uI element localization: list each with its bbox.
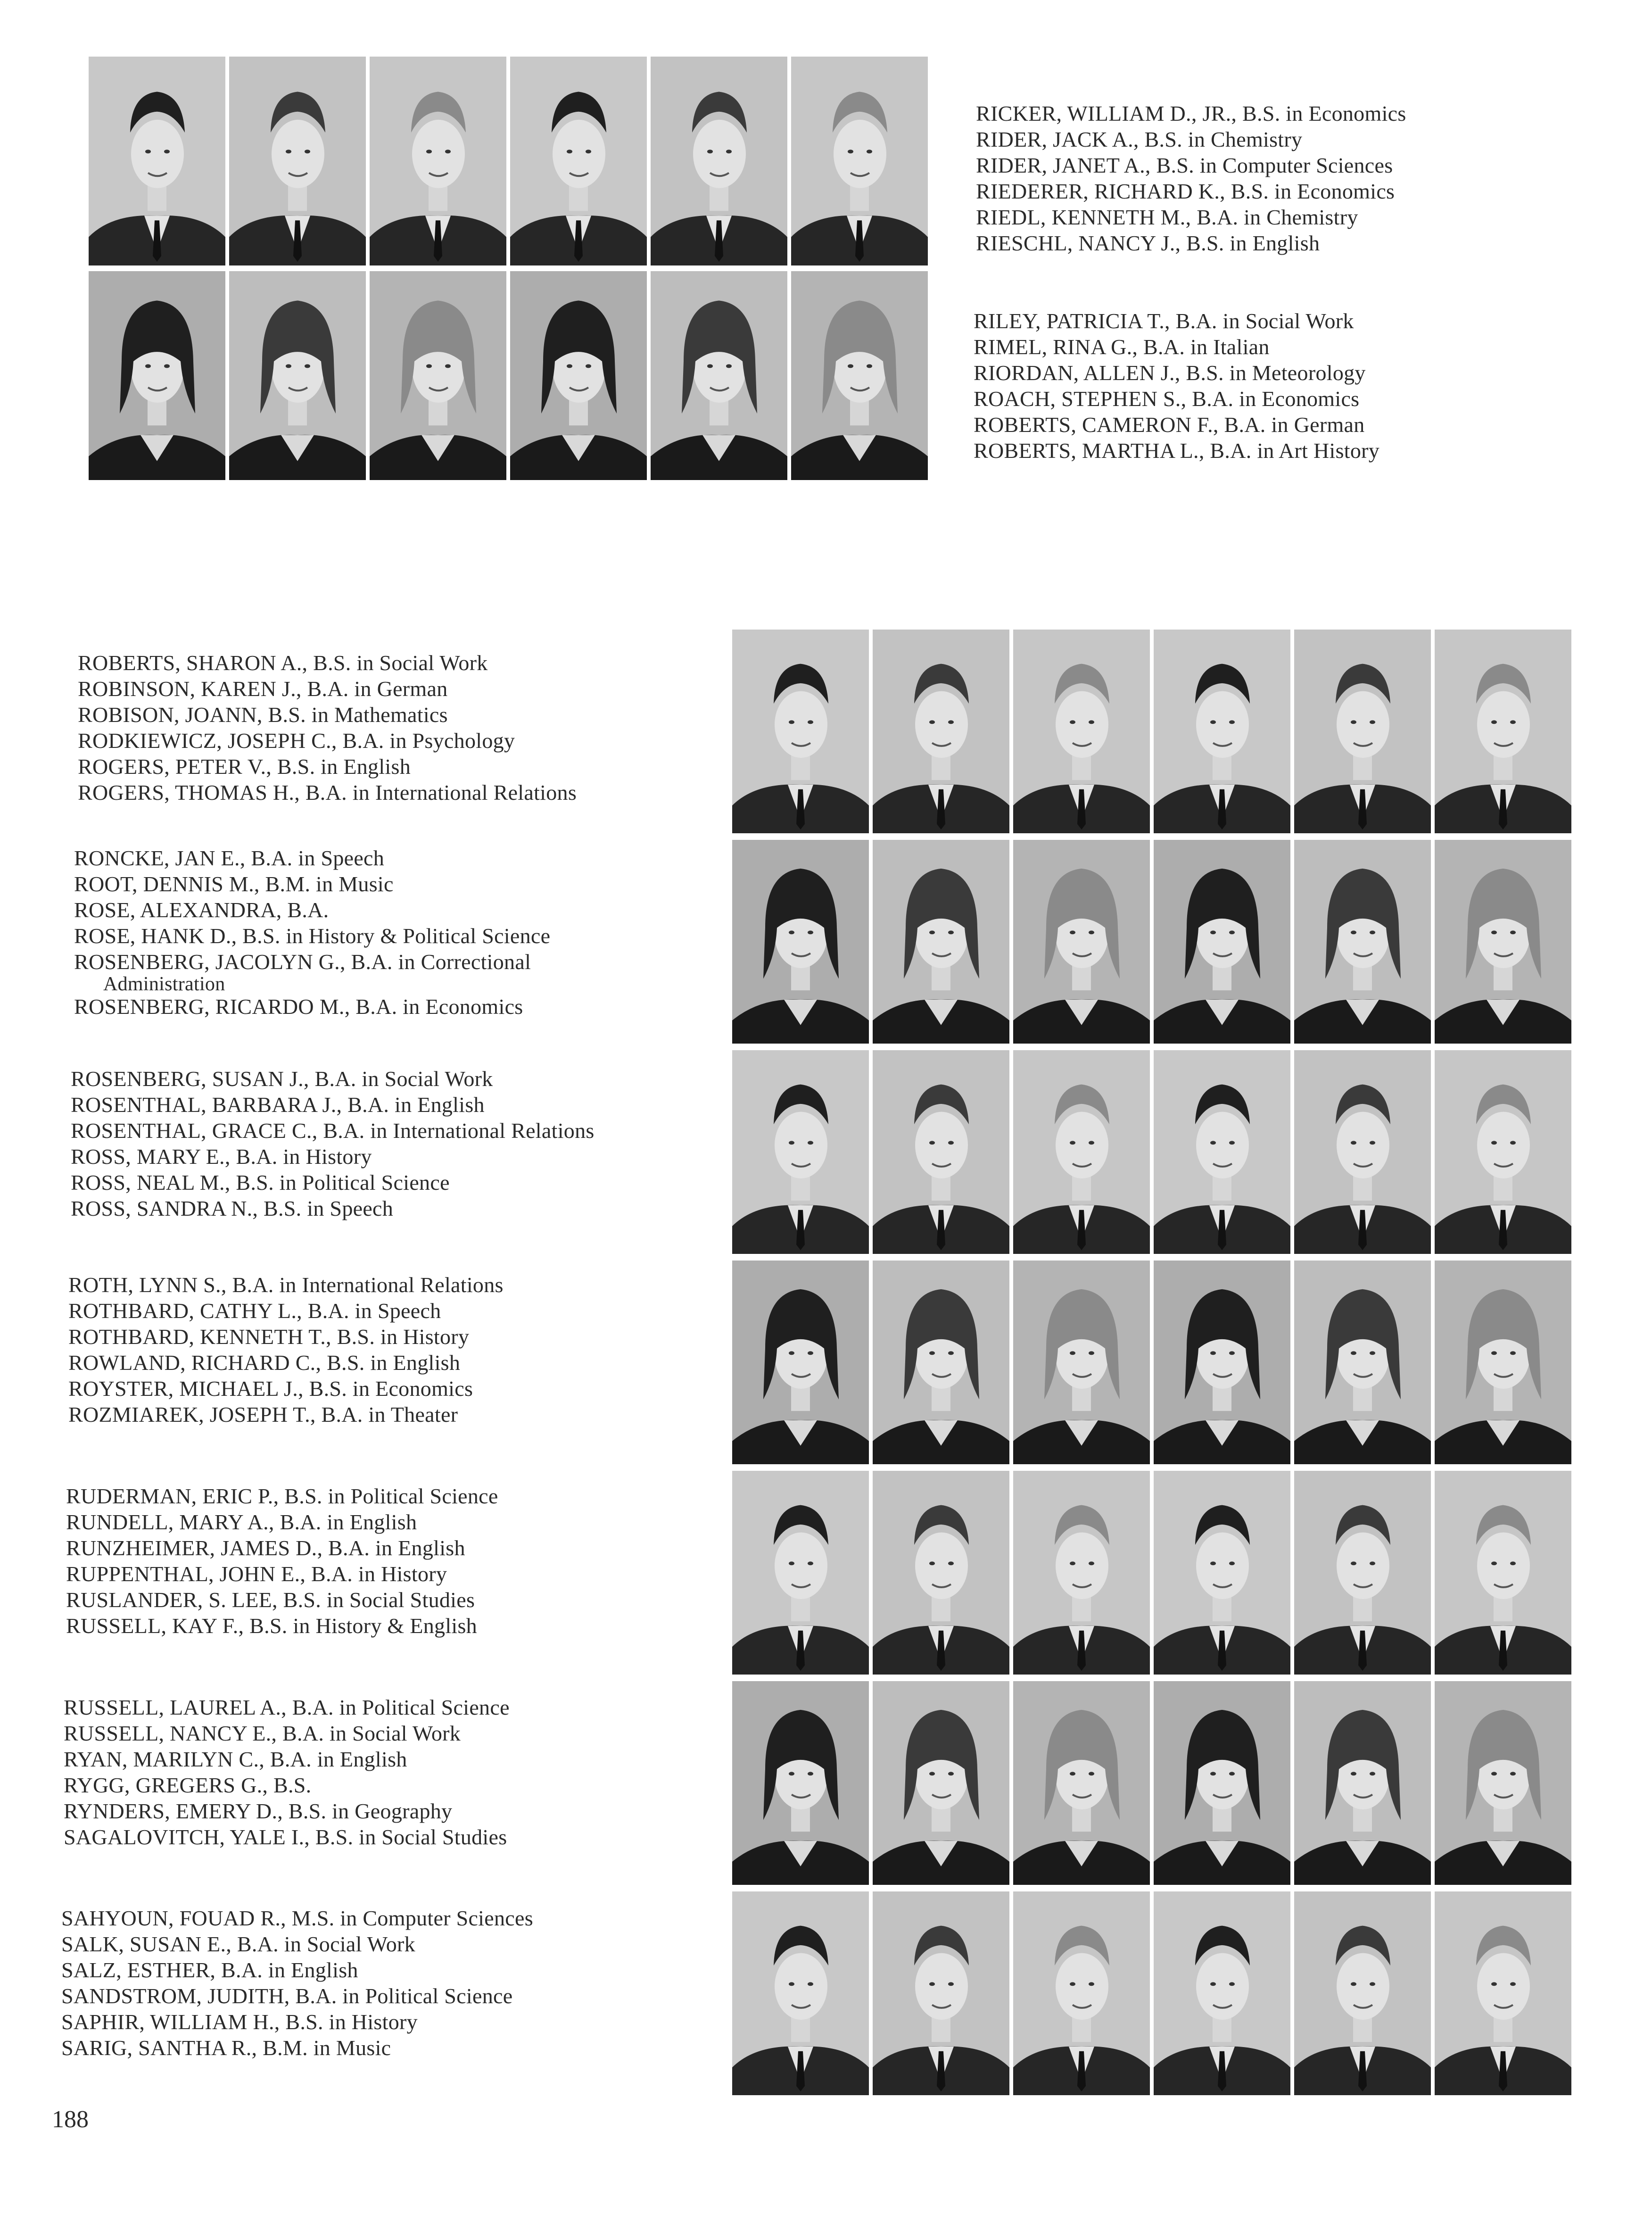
portrait-photo [1154, 1050, 1290, 1254]
portrait-photo [791, 271, 928, 480]
name-line: RUDERMAN, ERIC P., B.S. in Political Science [66, 1484, 498, 1508]
name-line: RYNDERS, EMERY D., B.S. in Geography [64, 1799, 453, 1823]
student-portrait [873, 1681, 1009, 1885]
name-line: RIMEL, RINA G., B.A. in Italian [974, 335, 1270, 359]
name-line: RUSLANDER, S. LEE, B.S. in Social Studies [66, 1588, 475, 1612]
student-portrait [1435, 840, 1571, 1044]
student-portrait [1294, 1891, 1431, 2095]
name-line: RIORDAN, ALLEN J., B.S. in Meteorology [974, 361, 1366, 385]
portrait-photo [732, 840, 869, 1044]
portrait-photo [1435, 1050, 1571, 1254]
photo-row [732, 840, 1571, 1044]
student-portrait [229, 57, 366, 265]
student-portrait [89, 271, 225, 480]
student-portrait [732, 840, 869, 1044]
student-portrait [791, 57, 928, 265]
name-block-1 [976, 100, 1406, 256]
student-portrait [873, 1260, 1009, 1464]
student-portrait [651, 57, 787, 265]
portrait-photo [873, 840, 1009, 1044]
student-portrait [1013, 1681, 1150, 1885]
portrait-photo [370, 271, 506, 480]
portrait-photo [873, 630, 1009, 833]
name-line: RIEDERER, RICHARD K., B.S. in Economics [976, 179, 1395, 203]
student-portrait [1294, 1050, 1431, 1254]
name-line: ROSENBERG, JACOLYN G., B.A. in Correctional [74, 950, 531, 974]
portrait-photo [1435, 630, 1571, 833]
name-line: RUPPENTHAL, JOHN E., B.A. in History [66, 1562, 447, 1586]
student-portrait [1294, 1260, 1431, 1464]
student-portrait [1013, 1891, 1150, 2095]
student-portrait [1294, 630, 1431, 833]
page-number: 188 [52, 2106, 89, 2133]
name-line: ROGERS, THOMAS H., B.A. in International Relations [78, 780, 577, 804]
name-line: ROBISON, JOANN, B.S. in Mathematics [78, 703, 448, 727]
student-portrait [791, 271, 928, 480]
student-portrait [1013, 840, 1150, 1044]
name-line: RYGG, GREGERS G., B.S. [64, 1773, 312, 1797]
portrait-photo [732, 1471, 869, 1675]
portrait-photo [873, 1681, 1009, 1885]
student-portrait [732, 1260, 869, 1464]
portrait-photo [89, 57, 225, 265]
student-portrait [732, 1891, 869, 2095]
name-line: ROSS, MARY E., B.A. in History [71, 1144, 372, 1169]
portrait-photo [791, 57, 928, 265]
student-portrait [1435, 1050, 1571, 1254]
photo-row [732, 1050, 1571, 1254]
student-portrait [370, 271, 506, 480]
portrait-photo [1154, 1681, 1290, 1885]
student-portrait [1154, 1681, 1290, 1885]
portrait-photo [89, 271, 225, 480]
portrait-photo [1435, 1891, 1571, 2095]
portrait-photo [873, 1471, 1009, 1675]
portrait-photo [732, 1260, 869, 1464]
portrait-photo [510, 271, 647, 480]
name-block-3 [78, 650, 577, 805]
name-line: RODKIEWICZ, JOSEPH C., B.A. in Psychology [78, 729, 515, 753]
name-line: ROBERTS, MARTHA L., B.A. in Art History [974, 439, 1380, 463]
student-portrait [1435, 1260, 1571, 1464]
name-block-5 [71, 1066, 595, 1221]
photo-row [89, 271, 928, 480]
portrait-photo [510, 57, 647, 265]
portrait-photo [1013, 1050, 1150, 1254]
portrait-photo [1154, 1471, 1290, 1675]
student-portrait [1013, 1260, 1150, 1464]
name-line: RIESCHL, NANCY J., B.S. in English [976, 231, 1320, 255]
student-portrait [510, 271, 647, 480]
name-line: SARIG, SANTHA R., B.M. in Music [61, 2036, 391, 2060]
name-block-8 [64, 1694, 510, 1850]
name-line: Administration [103, 973, 225, 995]
name-line: ROZMIAREK, JOSEPH T., B.A. in Theater [68, 1402, 458, 1426]
portrait-photo [1294, 1471, 1431, 1675]
student-portrait [1013, 630, 1150, 833]
portrait-photo [873, 1260, 1009, 1464]
name-line: ROTHBARD, CATHY L., B.A. in Speech [68, 1299, 441, 1323]
name-line: ROSE, ALEXANDRA, B.A. [74, 898, 329, 922]
portrait-photo [1154, 840, 1290, 1044]
name-line: RUSSELL, LAUREL A., B.A. in Political Science [64, 1695, 510, 1719]
name-line: SALZ, ESTHER, B.A. in English [61, 1958, 358, 1982]
student-portrait [1435, 1471, 1571, 1675]
student-portrait [732, 1050, 869, 1254]
portrait-photo [732, 1050, 869, 1254]
portrait-photo [1435, 1260, 1571, 1464]
student-portrait [370, 57, 506, 265]
name-line: ROSS, SANDRA N., B.S. in Speech [71, 1196, 394, 1220]
bottom-photo-grid [732, 630, 1571, 2095]
name-line: RIEDL, KENNETH M., B.A. in Chemistry [976, 205, 1358, 229]
student-portrait [1154, 1891, 1290, 2095]
portrait-photo [651, 271, 787, 480]
name-line: SAPHIR, WILLIAM H., B.S. in History [61, 2010, 418, 2034]
student-portrait [1435, 1681, 1571, 1885]
student-portrait [732, 1681, 869, 1885]
portrait-photo [229, 271, 366, 480]
name-line: RICKER, WILLIAM D., JR., B.S. in Economics [976, 101, 1406, 125]
student-portrait [1435, 630, 1571, 833]
portrait-photo [1435, 1471, 1571, 1675]
student-portrait [873, 630, 1009, 833]
portrait-photo [651, 57, 787, 265]
portrait-photo [1294, 630, 1431, 833]
portrait-photo [732, 630, 869, 833]
student-portrait [89, 57, 225, 265]
student-portrait [1294, 1681, 1431, 1885]
name-line: ROWLAND, RICHARD C., B.S. in English [68, 1351, 461, 1375]
name-line: ROTH, LYNN S., B.A. in International Relations [68, 1273, 504, 1297]
portrait-photo [873, 1050, 1009, 1254]
name-block-4 [74, 845, 550, 1020]
name-line: ROBERTS, SHARON A., B.S. in Social Work [78, 651, 488, 675]
name-block-9 [61, 1905, 533, 2061]
portrait-photo [1435, 840, 1571, 1044]
photo-row [89, 57, 928, 265]
portrait-photo [732, 1681, 869, 1885]
name-line: ROTHBARD, KENNETH T., B.S. in History [68, 1325, 470, 1349]
portrait-photo [1294, 1681, 1431, 1885]
name-block-6 [68, 1272, 504, 1427]
name-block-2 [974, 308, 1379, 464]
portrait-photo [1294, 1260, 1431, 1464]
name-block-7 [66, 1483, 498, 1639]
name-line: SALK, SUSAN E., B.A. in Social Work [61, 1932, 415, 1956]
portrait-photo [732, 1891, 869, 2095]
student-portrait [1154, 1050, 1290, 1254]
name-line: RIDER, JACK A., B.S. in Chemistry [976, 127, 1303, 151]
student-portrait [1435, 1891, 1571, 2095]
name-line: ROOT, DENNIS M., B.M. in Music [74, 872, 394, 896]
student-portrait [873, 1050, 1009, 1254]
name-line: ROBERTS, CAMERON F., B.A. in German [974, 413, 1365, 437]
name-line: RIDER, JANET A., B.S. in Computer Sciences [976, 153, 1393, 177]
name-line: ROSENTHAL, GRACE C., B.A. in International Relations [71, 1119, 595, 1143]
student-portrait [651, 271, 787, 480]
portrait-photo [1013, 840, 1150, 1044]
photo-row [732, 1471, 1571, 1675]
portrait-photo [1435, 1681, 1571, 1885]
name-line: RUSSELL, NANCY E., B.A. in Social Work [64, 1721, 461, 1745]
student-portrait [873, 840, 1009, 1044]
student-portrait [1294, 1471, 1431, 1675]
portrait-photo [1294, 1050, 1431, 1254]
portrait-photo [1013, 630, 1150, 833]
name-line: SANDSTROM, JUDITH, B.A. in Political Science [61, 1984, 513, 2008]
top-photo-grid [89, 57, 928, 480]
portrait-photo [1013, 1471, 1150, 1675]
student-portrait [1154, 630, 1290, 833]
student-portrait [510, 57, 647, 265]
portrait-photo [1154, 630, 1290, 833]
student-portrait [1154, 1260, 1290, 1464]
student-portrait [1294, 840, 1431, 1044]
photo-row [732, 630, 1571, 833]
name-line: ROYSTER, MICHAEL J., B.S. in Economics [68, 1377, 473, 1401]
student-portrait [732, 1471, 869, 1675]
portrait-photo [1013, 1891, 1150, 2095]
name-line: RUNZHEIMER, JAMES D., B.A. in English [66, 1536, 465, 1560]
photo-row [732, 1260, 1571, 1464]
name-line: RONCKE, JAN E., B.A. in Speech [74, 846, 385, 870]
portrait-photo [1154, 1891, 1290, 2095]
portrait-photo [873, 1891, 1009, 2095]
name-line: SAHYOUN, FOUAD R., M.S. in Computer Sciences [61, 1906, 533, 1930]
name-line: ROSS, NEAL M., B.S. in Political Science [71, 1170, 450, 1194]
photo-row [732, 1891, 1571, 2095]
student-portrait [732, 630, 869, 833]
name-line: ROSENBERG, SUSAN J., B.A. in Social Work [71, 1067, 493, 1091]
portrait-photo [1013, 1681, 1150, 1885]
photo-row [732, 1681, 1571, 1885]
name-line: ROSENBERG, RICARDO M., B.A. in Economics [74, 995, 523, 1019]
student-portrait [873, 1891, 1009, 2095]
name-line: ROSENTHAL, BARBARA J., B.A. in English [71, 1093, 485, 1117]
portrait-photo [370, 57, 506, 265]
name-line: ROGERS, PETER V., B.S. in English [78, 755, 411, 779]
portrait-photo [1294, 1891, 1431, 2095]
name-line: RUSSELL, KAY F., B.S. in History & English [66, 1614, 477, 1638]
portrait-photo [1013, 1260, 1150, 1464]
name-line: SAGALOVITCH, YALE I., B.S. in Social Studies [64, 1825, 507, 1849]
portrait-photo [229, 57, 366, 265]
name-line: RYAN, MARILYN C., B.A. in English [64, 1747, 407, 1771]
portrait-photo [1154, 1260, 1290, 1464]
name-line: RILEY, PATRICIA T., B.A. in Social Work [974, 309, 1354, 333]
student-portrait [1013, 1050, 1150, 1254]
portrait-photo [1294, 840, 1431, 1044]
student-portrait [229, 271, 366, 480]
name-line: ROSE, HANK D., B.S. in History & Political Science [74, 924, 551, 948]
student-portrait [1154, 840, 1290, 1044]
student-portrait [873, 1471, 1009, 1675]
name-line: RUNDELL, MARY A., B.A. in English [66, 1510, 417, 1534]
name-line: ROACH, STEPHEN S., B.A. in Economics [974, 387, 1360, 411]
name-line: ROBINSON, KAREN J., B.A. in German [78, 677, 448, 701]
student-portrait [1013, 1471, 1150, 1675]
student-portrait [1154, 1471, 1290, 1675]
